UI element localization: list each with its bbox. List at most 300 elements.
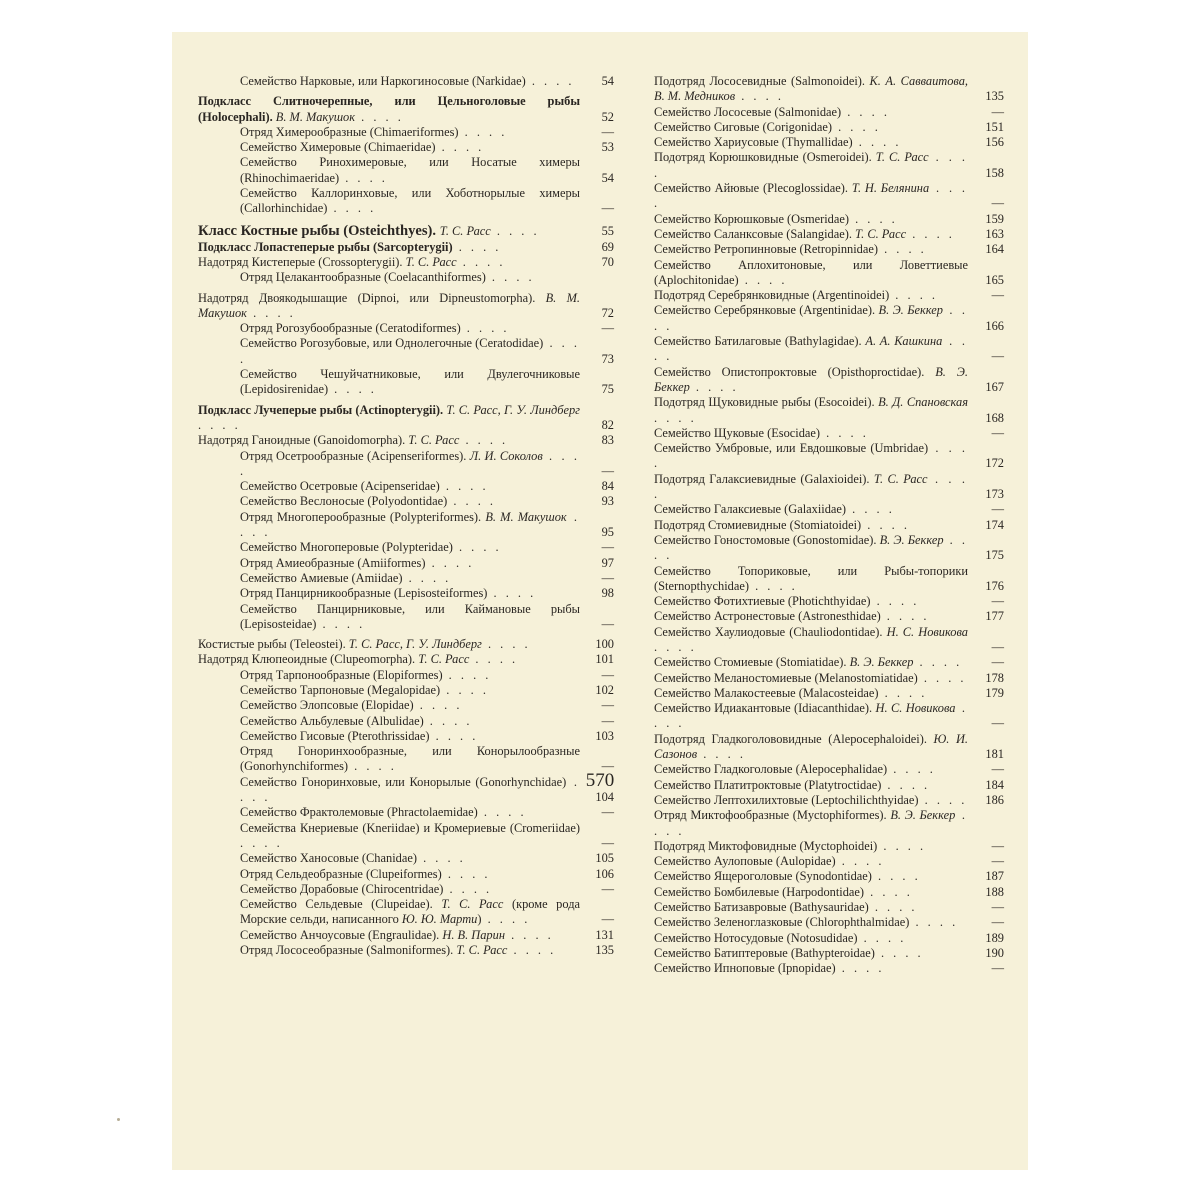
dot-leader: . . . . — [477, 805, 527, 820]
entry-title — [654, 686, 968, 701]
entry-text: Костистые рыбы (Teleostei). — [198, 637, 349, 652]
dot-leader: . . . . — [240, 835, 283, 850]
entry-page-number: — — [991, 900, 1004, 915]
contents-right-column — [654, 74, 1004, 977]
dot-leader: . . . . — [413, 698, 463, 713]
entry-text: Семейство Галаксиевые (Galaxiidae) — [654, 502, 847, 517]
entry-title — [654, 135, 968, 150]
entry-page-number: 75 — [601, 382, 614, 397]
dot-leader: . . . . — [874, 945, 924, 960]
contents-entry — [654, 946, 1004, 961]
contents-entry — [654, 869, 1004, 884]
entry-text: Надотряд Ганоидные (Ganoidomorpha). — [198, 433, 409, 448]
entry-title — [654, 625, 968, 656]
contents-entry — [198, 510, 614, 541]
contents-entry — [654, 808, 1004, 839]
dot-leader: . . . . — [909, 915, 959, 930]
entry-text: Надотряд Двоякодышащие (Dipnoi, или Dipneustomorpha). — [198, 290, 546, 305]
entry-text: Подотряд Стомиевидные (Stomiatoidei) — [654, 517, 862, 532]
entry-page-number: — — [601, 835, 614, 850]
contents-entry — [198, 140, 614, 155]
contents-entry — [198, 882, 614, 897]
contents-entry — [654, 227, 1004, 242]
dot-leader: . . . . — [246, 305, 296, 320]
dot-leader: . . . . — [857, 930, 907, 945]
entry-text: Подотряд Серебрянковидные (Argentinoidei) — [654, 288, 890, 303]
dot-leader: . . . . — [507, 943, 557, 958]
entry-author: В. Э. Беккер — [890, 808, 956, 823]
entry-title — [654, 258, 968, 289]
contents-entry — [198, 928, 614, 943]
entry-page-number: 105 — [595, 851, 614, 866]
dot-leader: . . . . — [835, 961, 885, 976]
contents-entry — [654, 441, 1004, 472]
entry-title — [198, 255, 580, 270]
entry-page-number: 163 — [985, 226, 1004, 241]
entry-author: Ю. И. Сазонов — [654, 731, 969, 762]
entry-text: Семейство Анчоусовые (Engraulidae). — [240, 927, 443, 942]
dot-leader: . . . . — [240, 774, 580, 805]
dot-leader: . . . . — [820, 425, 869, 440]
entry-author: Т. Н. Белянина — [851, 181, 930, 196]
entry-page-number: 70 — [601, 254, 614, 269]
entry-text: Семейство Химеровые (Chimaeridae) — [240, 140, 436, 155]
dot-leader: . . . . — [870, 594, 920, 609]
entry-title — [654, 181, 968, 212]
contents-entry — [654, 426, 1004, 441]
entry-page-number: 98 — [601, 586, 614, 601]
entry-text: Семейство Многоперовые (Polypteridae) — [240, 540, 453, 555]
entry-text: Семейство Лептохилихтовые (Leptochilichthyidae) — [654, 792, 919, 807]
entry-text: Подотряд Гладкоголововидные (Alepocephaloidei). — [654, 731, 934, 746]
entry-page-number: 72 — [601, 305, 614, 320]
dot-leader: . . . . — [852, 135, 902, 150]
entry-page-number: 184 — [985, 777, 1004, 792]
entry-page-number: — — [991, 196, 1004, 211]
entry-page-number: — — [601, 805, 614, 820]
dot-leader: . . . . — [889, 288, 938, 303]
contents-entry — [198, 336, 614, 367]
entry-page-number: 178 — [985, 670, 1004, 685]
entry-text: Надотряд Кистеперые (Crossopterygii). — [198, 254, 406, 269]
contents-entry — [654, 839, 1004, 854]
contents-entry — [198, 805, 614, 820]
contents-entry — [654, 900, 1004, 915]
contents-entry — [198, 494, 614, 509]
entry-page-number: 73 — [601, 351, 614, 366]
entry-text: Семейство Хаулиодовые (Chauliodontidae). — [654, 624, 887, 639]
entry-title — [240, 729, 580, 744]
entry-author: Т. С. Расс — [855, 226, 907, 241]
entry-title — [240, 882, 580, 897]
entry-title — [240, 943, 580, 958]
entry-text: Подотряд Корюшковидные (Osmeroidei). — [654, 150, 876, 165]
contents-entry — [198, 433, 614, 448]
entry-text: Семейство Фрактолемовые (Phractolaemidae) — [240, 805, 478, 820]
entry-page-number: 188 — [985, 884, 1004, 899]
contents-entry — [198, 125, 614, 140]
contents-entry — [654, 395, 1004, 426]
entry-page-number: — — [991, 288, 1004, 303]
entry-title — [654, 946, 968, 961]
contents-entry — [198, 540, 614, 555]
dot-leader: . . . . — [441, 866, 491, 881]
entry-text: (кроме рода Морские сельди, написанного — [240, 897, 580, 927]
entry-title — [198, 433, 580, 448]
contents-entry — [198, 222, 614, 240]
entry-text: Семейство Хариусовые (Thymallidae) — [654, 135, 853, 150]
entry-text: Отряд Тарпонообразные (Elopiformes) — [240, 667, 443, 682]
entry-author: В. М. Макушок — [485, 509, 567, 524]
entry-title — [240, 821, 580, 852]
entry-page-number: 159 — [985, 211, 1004, 226]
entry-author: Т. С. Расс — [439, 223, 491, 238]
entry-page-number: 135 — [595, 943, 614, 958]
contents-entry — [654, 609, 1004, 624]
entry-text: Семейство Стомиевые (Stomiatidae). — [654, 655, 850, 670]
contents-entry — [654, 671, 1004, 686]
entry-page-number: 83 — [601, 433, 614, 448]
dot-leader: . . . . — [748, 578, 798, 593]
entry-author: В. М. Макушок — [275, 109, 356, 124]
entry-text: Семейство Батиптеровые (Bathypteroidae) — [654, 945, 875, 960]
dot-leader: . . . . — [447, 494, 496, 509]
dot-leader: . . . . — [402, 570, 452, 585]
entry-text: Семейство Саланксовые (Salangidae). — [654, 226, 856, 241]
contents-entry — [654, 258, 1004, 289]
dot-leader: . . . . — [327, 201, 377, 216]
entry-page-number: 187 — [985, 869, 1004, 884]
entry-page-number: 165 — [985, 272, 1004, 287]
entry-title — [654, 671, 968, 686]
contents-entry — [654, 74, 1004, 105]
dot-leader: . . . . — [846, 502, 895, 517]
entry-author: Н. В. Парин — [442, 927, 505, 942]
entry-page-number: — — [991, 655, 1004, 670]
entry-page-number: 93 — [601, 494, 614, 509]
dot-leader: . . . . — [425, 555, 475, 570]
dot-leader: . . . . — [871, 869, 921, 884]
entry-title — [654, 395, 968, 426]
entry-text: Семейство Каллоринховые, или Хоботнорылые химеры (Callorhinchidae) — [240, 186, 580, 216]
contents-entry — [198, 321, 614, 336]
entry-title — [240, 125, 580, 140]
entry-title — [654, 732, 968, 763]
entry-title — [654, 105, 968, 120]
entry-page-number: 97 — [601, 555, 614, 570]
contents-entry — [654, 701, 1004, 732]
entry-title — [240, 602, 580, 633]
dot-leader: . . . . — [416, 851, 466, 866]
entry-page-number: — — [601, 201, 614, 216]
entry-text: Семейство Аплохитоновые, или Ловеттиевые (Aplochitonidae) — [654, 257, 968, 287]
contents-entry — [198, 851, 614, 866]
contents-entry — [198, 821, 614, 852]
contents-entry — [654, 502, 1004, 517]
dot-leader: . . . . — [339, 170, 388, 185]
entry-author: Т. С. Расс, Г. У. Линдберг — [348, 637, 482, 652]
entry-text: Отряд Амиеобразные (Amiiformes) — [240, 555, 426, 570]
dot-leader: . . . . — [458, 124, 508, 139]
dot-leader: . . . . — [452, 540, 502, 555]
entry-author: В. М. Макушок — [198, 290, 580, 320]
contents-entry — [654, 334, 1004, 365]
dot-leader: . . . . — [906, 226, 955, 241]
entry-title — [654, 120, 968, 135]
entry-title — [198, 652, 580, 667]
entry-page-number: — — [601, 463, 614, 478]
entry-text: Семейство Ретропинновые (Retropinnidae) — [654, 242, 878, 257]
contents-entry — [198, 602, 614, 633]
entry-text: Семейство Нарковые, или Наркогиносовые (Narkidae) — [240, 74, 526, 88]
entry-title — [240, 714, 580, 729]
contents-entry — [198, 683, 614, 698]
dot-leader: . . . . — [435, 140, 485, 155]
entry-page-number: — — [991, 502, 1004, 517]
entry-title — [198, 240, 580, 255]
entry-author: В. Э. Беккер — [654, 364, 968, 394]
entry-title — [654, 655, 968, 670]
entry-text: Семейство Лососевые (Salmonidae) — [654, 104, 842, 119]
dot-leader: . . . . — [835, 854, 885, 869]
entry-text: Семейство Корюшковые (Osmeridae) — [654, 211, 849, 226]
entry-text: Семейство Гоностомовые (Gonostomidae). — [654, 532, 880, 547]
entry-text: Семейство Гладкоголовые (Alepocephalidae) — [654, 762, 888, 777]
entry-title — [240, 683, 580, 698]
contents-entry — [198, 270, 614, 285]
dot-leader: . . . . — [697, 747, 746, 762]
entry-title — [654, 365, 968, 396]
entry-text: Семейства Кнериевые (Kneriidae) и Кромериевые (Cromeriidae) — [240, 820, 580, 835]
entry-title — [654, 961, 968, 976]
entry-author: К. А. Савваитова, В. М. Медников — [654, 74, 968, 104]
dot-leader: . . . . — [878, 685, 928, 700]
entry-text: Семейство Гисовые (Pterothrissidae) — [240, 728, 430, 743]
entry-title — [654, 533, 968, 564]
contents-entry — [654, 594, 1004, 609]
entry-title — [240, 867, 580, 882]
entry-title — [654, 854, 968, 869]
page-number: 570 — [585, 770, 615, 791]
contents-entry — [198, 155, 614, 186]
entry-title — [240, 510, 580, 541]
dot-leader: . . . . — [481, 637, 531, 652]
entry-page-number: 106 — [595, 866, 614, 881]
contents-entry — [198, 449, 614, 480]
contents-entry — [198, 586, 614, 601]
dot-leader: . . . . — [654, 334, 969, 364]
entry-page-number: — — [991, 425, 1004, 440]
entry-page-number: 95 — [601, 525, 614, 540]
entry-title — [240, 270, 580, 285]
entry-text: Отряд Сельдеобразные (Clupeiformes) — [240, 866, 442, 881]
entry-text: Надотряд Клюпеоидные (Clupeomorpha). — [198, 652, 419, 667]
dot-leader: . . . . — [738, 272, 788, 287]
dot-leader: . . . . — [654, 410, 697, 425]
contents-entry — [654, 625, 1004, 656]
entry-title — [240, 698, 580, 713]
entry-page-number: 100 — [595, 637, 614, 652]
dot-leader: . . . . — [348, 759, 397, 774]
entry-title — [654, 808, 968, 839]
contents-entry — [198, 240, 614, 255]
entry-page-number: 174 — [985, 517, 1004, 532]
entry-author: В. Э. Беккер — [879, 532, 944, 547]
entry-title — [654, 227, 968, 242]
entry-author: Т. С. Расс — [441, 897, 504, 912]
entry-title — [654, 793, 968, 808]
dot-leader: . . . . — [877, 242, 927, 257]
entry-author: А. А. Кашкина — [865, 334, 943, 349]
entry-title — [654, 839, 968, 854]
entry-author: Н. С. Новикова — [875, 701, 956, 716]
entry-text: Семейство Умбровые, или Евдошковые (Umbridae) — [654, 441, 929, 456]
entry-text: Подкласс Слитночерепные, или Цельноголовые рыбы (Holocephali). — [198, 94, 580, 124]
contents-entry — [198, 897, 614, 928]
entry-page-number: — — [991, 594, 1004, 609]
contents-entry — [198, 729, 614, 744]
dot-leader: . . . . — [481, 912, 531, 927]
contents-entry — [654, 961, 1004, 976]
entry-text: Семейство Осетровые (Acipenseridae) — [240, 479, 440, 494]
dot-leader: . . . . — [654, 181, 968, 211]
entry-text: Семейство Малакостеевые (Malacosteidae) — [654, 685, 879, 700]
entry-page-number: 82 — [601, 417, 614, 432]
entry-page-number: — — [991, 639, 1004, 654]
entry-text: Подкласс Лопастеперые рыбы (Sarcopterygii) — [198, 239, 453, 254]
contents-entry — [198, 367, 614, 398]
contents-entry — [198, 556, 614, 571]
entry-text: Семейство Батилаговые (Bathylagidae). — [654, 334, 866, 349]
dot-leader: . . . . — [240, 336, 580, 366]
entry-page-number: 69 — [601, 239, 614, 254]
dot-leader: . . . . — [877, 838, 927, 853]
dot-leader: . . . . — [442, 667, 492, 682]
entry-page-number: — — [991, 349, 1004, 364]
entry-text: Семейство Ринохимеровые, или Носатые химеры (Rhinochimaeridae) — [240, 155, 580, 185]
dot-leader: . . . . — [504, 927, 554, 942]
entry-page-number: — — [991, 762, 1004, 777]
dot-leader: . . . . — [423, 713, 473, 728]
entry-title — [240, 494, 580, 509]
entry-title — [198, 403, 580, 434]
entry-author: Л. И. Соколов — [469, 448, 543, 463]
entry-title — [654, 885, 968, 900]
entry-page-number: 164 — [985, 242, 1004, 257]
paper-speck — [117, 1118, 120, 1121]
contents-entry — [198, 668, 614, 683]
contents-entry — [198, 94, 614, 125]
entry-title — [198, 94, 580, 125]
entry-text: Семейство Щуковые (Esocidae) — [654, 425, 821, 440]
entry-page-number: 135 — [985, 89, 1004, 104]
contents-entry — [198, 291, 614, 322]
entry-text: Отряд Целакантообразные (Coelacanthiformes) — [240, 270, 486, 285]
entry-text: Семейство Ипноповые (Ipnopidae) — [654, 961, 836, 976]
entry-title — [654, 242, 968, 257]
entry-page-number: 84 — [601, 479, 614, 494]
entry-page-number: 166 — [985, 318, 1004, 333]
entry-page-number: 131 — [595, 927, 614, 942]
entry-text: Семейство Панцирниковые, или Каймановые рыбы (Lepisosteidae) — [240, 601, 580, 631]
entry-text: Семейство Серебрянковые (Argentinidae). — [654, 303, 879, 318]
entry-page-number: 104 — [595, 790, 614, 805]
entry-title — [240, 367, 580, 398]
entry-page-number: 190 — [985, 945, 1004, 960]
entry-author: Т. С. Расс — [405, 254, 457, 269]
contents-entry — [198, 74, 614, 89]
entry-text: Семейство Бомбилевые (Harpodontidae) — [654, 884, 865, 899]
entry-title — [654, 931, 968, 946]
contents-entry — [654, 915, 1004, 930]
contents-entry — [198, 637, 614, 652]
entry-page-number: 156 — [985, 135, 1004, 150]
entry-text: Семейство Ящероголовые (Synodontidae) — [654, 869, 872, 884]
entry-text: Отряд Осетрообразные (Acipenseriformes). — [240, 448, 470, 463]
entry-title — [240, 668, 580, 683]
entry-title — [654, 288, 968, 303]
entry-page-number: 158 — [985, 165, 1004, 180]
entry-title — [654, 594, 968, 609]
entry-title — [240, 571, 580, 586]
dot-leader: . . . . — [913, 655, 963, 670]
entry-text: Семейство Сельдевые (Clupeidae). — [240, 897, 442, 912]
entry-author: Н. С. Новикова — [886, 624, 968, 639]
dot-leader: . . . . — [316, 616, 366, 631]
entry-page-number: 55 — [601, 224, 614, 239]
dot-leader: . . . . — [452, 239, 502, 254]
entry-title — [240, 321, 580, 336]
entry-title — [240, 449, 580, 480]
contents-entry — [654, 135, 1004, 150]
entry-text: Семейство Зеленоглазковые (Chlorophthalmidae) — [654, 915, 910, 930]
contents-entry — [654, 518, 1004, 533]
book-page — [172, 32, 1028, 1170]
entry-text: Семейство Рогозубовые, или Однолегочные (Ceratodidae) — [240, 336, 544, 351]
entry-page-number: 53 — [601, 140, 614, 155]
entry-page-number: — — [991, 716, 1004, 731]
dot-leader: . . . . — [689, 379, 739, 394]
contents-entry — [198, 186, 614, 217]
entry-page-number: 168 — [985, 410, 1004, 425]
contents-entry — [198, 698, 614, 713]
entry-title — [654, 701, 968, 732]
entry-page-number: 102 — [595, 682, 614, 697]
entry-title — [654, 502, 968, 517]
dot-leader: . . . . — [240, 509, 581, 540]
entry-page-number: 177 — [985, 609, 1004, 624]
entry-page-number: 54 — [601, 74, 614, 88]
entry-author: Т. С. Расс, Г. У. Линдберг — [446, 402, 580, 417]
entry-title — [240, 74, 580, 89]
entry-page-number: — — [601, 667, 614, 682]
entry-title — [198, 291, 580, 322]
entry-text: Семейство Сиговые (Corigonidae) — [654, 119, 833, 134]
dot-leader: . . . . — [832, 119, 881, 134]
entry-title — [654, 334, 968, 365]
contents-entry — [198, 652, 614, 667]
dot-leader: . . . . — [654, 639, 697, 654]
entry-title — [654, 869, 968, 884]
entry-text: Отряд Лососеобразные (Salmoniformes). — [240, 943, 457, 958]
entry-title — [654, 74, 968, 105]
entry-page-number: — — [991, 961, 1004, 976]
dot-leader: . . . . — [654, 471, 969, 502]
entry-title — [654, 518, 968, 533]
contents-entry — [654, 105, 1004, 120]
entry-title — [240, 897, 580, 928]
entry-title — [654, 150, 968, 181]
